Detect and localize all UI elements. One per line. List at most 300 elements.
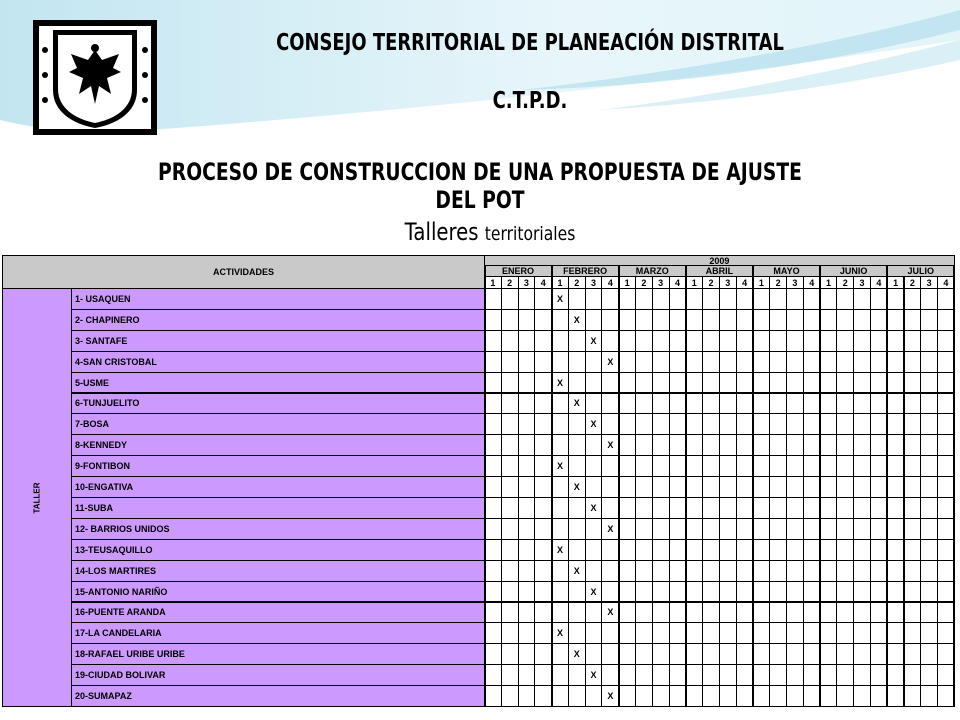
schedule-cell xyxy=(702,643,720,665)
schedule-cell xyxy=(501,664,519,686)
schedule-cell xyxy=(803,539,821,561)
schedule-cell xyxy=(534,434,552,456)
schedule-cell xyxy=(803,330,821,352)
schedule-cell xyxy=(870,351,888,373)
schedule-cell xyxy=(853,518,871,540)
schedule-cell xyxy=(702,413,720,435)
schedule-cell xyxy=(937,476,955,498)
schedule-cell xyxy=(904,476,922,498)
schedule-cell xyxy=(601,539,619,561)
schedule-cell xyxy=(685,393,703,415)
schedule-cell xyxy=(518,539,536,561)
schedule-cell xyxy=(937,455,955,477)
schedule-cell xyxy=(652,643,670,665)
week-header: 1 xyxy=(752,276,770,289)
schedule-cell xyxy=(484,288,502,310)
schedule-cell xyxy=(769,330,787,352)
schedule-cell xyxy=(853,330,871,352)
schedule-cell xyxy=(685,288,703,310)
schedule-cell xyxy=(870,581,888,603)
schedule-cell xyxy=(501,309,519,331)
schedule-cell xyxy=(484,685,502,707)
schedule-cell xyxy=(870,330,888,352)
schedule-cell xyxy=(853,539,871,561)
schedule-cell xyxy=(769,288,787,310)
schedule-mark: X xyxy=(568,393,586,415)
schedule-cell xyxy=(618,288,636,310)
schedule-mark: X xyxy=(601,602,619,624)
schedule-cell xyxy=(719,288,737,310)
schedule-cell xyxy=(568,288,586,310)
schedule-cell xyxy=(887,622,905,644)
schedule-cell xyxy=(534,685,552,707)
schedule-cell xyxy=(669,393,687,415)
activity-row-label: 7-BOSA xyxy=(71,413,485,435)
schedule-cell xyxy=(836,602,854,624)
schedule-cell xyxy=(887,539,905,561)
schedule-cell xyxy=(568,497,586,519)
schedule-cell xyxy=(669,330,687,352)
month-separator xyxy=(685,265,687,706)
schedule-cell xyxy=(601,581,619,603)
schedule-cell xyxy=(685,497,703,519)
schedule-cell xyxy=(518,643,536,665)
schedule-mark: X xyxy=(551,622,569,644)
schedule-cell xyxy=(904,581,922,603)
schedule-cell xyxy=(836,581,854,603)
schedule-cell xyxy=(585,393,603,415)
activity-row-label: 2- CHAPINERO xyxy=(71,309,485,331)
schedule-cell xyxy=(887,393,905,415)
schedule-cell xyxy=(484,518,502,540)
schedule-cell xyxy=(635,476,653,498)
schedule-cell xyxy=(568,685,586,707)
schedule-cell xyxy=(702,602,720,624)
schedule-cell xyxy=(752,602,770,624)
schedule-cell xyxy=(836,643,854,665)
schedule-cell xyxy=(568,664,586,686)
schedule-cell xyxy=(635,602,653,624)
schedule-cell xyxy=(534,351,552,373)
schedule-cell xyxy=(685,560,703,582)
schedule-cell xyxy=(652,351,670,373)
schedule-cell xyxy=(618,560,636,582)
schedule-cell xyxy=(652,560,670,582)
schedule-cell xyxy=(534,413,552,435)
month-header: ENERO xyxy=(484,265,552,277)
schedule-cell xyxy=(534,372,552,394)
schedule-cell xyxy=(652,581,670,603)
schedule-cell xyxy=(836,309,854,331)
schedule-cell xyxy=(551,602,569,624)
schedule-cell xyxy=(518,288,536,310)
schedule-cell xyxy=(803,581,821,603)
schedule-cell xyxy=(769,643,787,665)
schedule-cell xyxy=(786,393,804,415)
schedule-cell xyxy=(652,309,670,331)
schedule-cell xyxy=(652,288,670,310)
schedule-cell xyxy=(652,602,670,624)
schedule-cell xyxy=(702,393,720,415)
schedule-cell xyxy=(618,685,636,707)
schedule-cell xyxy=(685,643,703,665)
schedule-cell xyxy=(887,602,905,624)
schedule-cell xyxy=(803,351,821,373)
schedule-cell xyxy=(786,518,804,540)
week-header: 3 xyxy=(920,276,938,289)
schedule-cell xyxy=(585,560,603,582)
month-header: MAYO xyxy=(752,265,820,277)
schedule-cell xyxy=(635,518,653,540)
schedule-cell xyxy=(920,393,938,415)
schedule-cell xyxy=(601,476,619,498)
schedule-cell xyxy=(904,497,922,519)
schedule-cell xyxy=(669,351,687,373)
schedule-cell xyxy=(652,455,670,477)
schedule-mark: X xyxy=(585,330,603,352)
schedule-mark: X xyxy=(601,685,619,707)
schedule-cell xyxy=(836,664,854,686)
schedule-cell xyxy=(870,539,888,561)
schedule-mark: X xyxy=(601,351,619,373)
schedule-cell xyxy=(920,602,938,624)
schedule-cell xyxy=(736,393,754,415)
schedule-cell xyxy=(920,351,938,373)
schedule-cell xyxy=(937,685,955,707)
schedule-cell xyxy=(719,351,737,373)
schedule-cell xyxy=(836,539,854,561)
schedule-cell xyxy=(652,372,670,394)
schedule-mark: X xyxy=(568,560,586,582)
schedule-cell xyxy=(870,476,888,498)
schedule-cell xyxy=(518,602,536,624)
schedule-cell xyxy=(685,602,703,624)
schedule-cell xyxy=(719,413,737,435)
schedule-cell xyxy=(904,413,922,435)
schedule-cell xyxy=(736,497,754,519)
month-header: ABRIL xyxy=(685,265,753,277)
schedule-cell xyxy=(585,434,603,456)
schedule-cell xyxy=(803,643,821,665)
schedule-cell xyxy=(752,497,770,519)
schedule-cell xyxy=(736,643,754,665)
schedule-cell xyxy=(820,309,838,331)
schedule-cell xyxy=(702,664,720,686)
schedule-cell xyxy=(853,393,871,415)
schedule-cell xyxy=(518,497,536,519)
schedule-mark: X xyxy=(568,643,586,665)
schedule-cell xyxy=(669,664,687,686)
schedule-cell xyxy=(702,434,720,456)
week-header: 1 xyxy=(685,276,703,289)
schedule-cell xyxy=(551,685,569,707)
schedule-cell xyxy=(920,560,938,582)
schedule-cell xyxy=(786,309,804,331)
schedule-mark: X xyxy=(585,413,603,435)
schedule-cell xyxy=(534,330,552,352)
schedule-cell xyxy=(719,309,737,331)
schedule-cell xyxy=(820,664,838,686)
schedule-cell xyxy=(887,560,905,582)
schedule-cell xyxy=(534,309,552,331)
schedule-cell xyxy=(887,643,905,665)
schedule-cell xyxy=(820,351,838,373)
schedule-cell xyxy=(685,330,703,352)
schedule-cell xyxy=(568,455,586,477)
schedule-cell xyxy=(887,309,905,331)
schedule-cell xyxy=(669,539,687,561)
schedule-cell xyxy=(904,330,922,352)
schedule-cell xyxy=(568,372,586,394)
schedule-cell xyxy=(853,351,871,373)
schedule-cell xyxy=(752,372,770,394)
schedule-cell xyxy=(937,413,955,435)
schedule-cell xyxy=(836,518,854,540)
schedule-cell xyxy=(786,602,804,624)
schedule-cell xyxy=(568,413,586,435)
schedule-cell xyxy=(736,664,754,686)
schedule-cell xyxy=(484,372,502,394)
schedule-cell xyxy=(719,643,737,665)
schedule-cell xyxy=(601,622,619,644)
month-header: FEBRERO xyxy=(551,265,619,277)
schedule-mark: X xyxy=(551,539,569,561)
schedule-cell xyxy=(635,372,653,394)
schedule-cell xyxy=(501,497,519,519)
schedule-cell xyxy=(853,622,871,644)
schedule-cell xyxy=(601,330,619,352)
schedule-cell xyxy=(719,372,737,394)
schedule-cell xyxy=(601,413,619,435)
schedule-cell xyxy=(618,581,636,603)
schedule-cell xyxy=(786,434,804,456)
schedule-cell xyxy=(904,518,922,540)
schedule-cell xyxy=(786,560,804,582)
schedule-cell xyxy=(769,664,787,686)
schedule-mark: X xyxy=(551,455,569,477)
schedule-cell xyxy=(618,413,636,435)
schedule-cell xyxy=(736,351,754,373)
schedule-cell xyxy=(887,413,905,435)
schedule-cell xyxy=(618,330,636,352)
schedule-cell xyxy=(652,497,670,519)
month-separator xyxy=(819,265,821,706)
schedule-cell xyxy=(920,434,938,456)
schedule-cell xyxy=(702,622,720,644)
schedule-cell xyxy=(887,288,905,310)
schedule-cell xyxy=(803,476,821,498)
schedule-cell xyxy=(836,351,854,373)
schedule-cell xyxy=(836,434,854,456)
schedule-cell xyxy=(484,622,502,644)
schedule-cell xyxy=(669,372,687,394)
schedule-cell xyxy=(568,581,586,603)
schedule-cell xyxy=(887,476,905,498)
schedule-cell xyxy=(820,497,838,519)
schedule-cell xyxy=(752,539,770,561)
section-title xyxy=(326,218,654,246)
schedule-cell xyxy=(887,581,905,603)
schedule-cell xyxy=(870,288,888,310)
schedule-cell xyxy=(920,518,938,540)
month-header: JUNIO xyxy=(820,265,888,277)
schedule-cell xyxy=(736,518,754,540)
schedule-cell xyxy=(904,434,922,456)
schedule-cell xyxy=(601,455,619,477)
schedule-cell xyxy=(702,539,720,561)
schedule-cell xyxy=(937,664,955,686)
schedule-cell xyxy=(484,413,502,435)
schedule-cell xyxy=(635,455,653,477)
schedule-cell xyxy=(803,497,821,519)
schedule-cell xyxy=(719,518,737,540)
schedule-cell xyxy=(803,560,821,582)
schedule-cell xyxy=(501,330,519,352)
schedule-cell xyxy=(518,622,536,644)
schedule-cell xyxy=(702,497,720,519)
schedule-cell xyxy=(534,622,552,644)
schedule-cell xyxy=(920,685,938,707)
schedule-cell xyxy=(551,393,569,415)
schedule-cell xyxy=(937,581,955,603)
schedule-cell xyxy=(752,518,770,540)
schedule-cell xyxy=(904,539,922,561)
schedule-cell xyxy=(601,288,619,310)
schedule-cell xyxy=(820,393,838,415)
schedule-cell xyxy=(568,351,586,373)
schedule-cell xyxy=(786,455,804,477)
schedule-cell xyxy=(937,309,955,331)
schedule-cell xyxy=(803,685,821,707)
schedule-cell xyxy=(786,664,804,686)
activity-row-label: 5-USME xyxy=(71,372,485,394)
schedule-cell xyxy=(752,560,770,582)
schedule-cell xyxy=(568,602,586,624)
schedule-cell xyxy=(702,581,720,603)
schedule-cell xyxy=(585,351,603,373)
schedule-cell xyxy=(702,330,720,352)
schedule-cell xyxy=(568,330,586,352)
schedule-cell xyxy=(752,309,770,331)
schedule-cell xyxy=(568,434,586,456)
schedule-cell xyxy=(920,643,938,665)
activity-row-label: 9-FONTIBON xyxy=(71,455,485,477)
schedule-cell xyxy=(618,643,636,665)
schedule-cell xyxy=(719,622,737,644)
schedule-cell xyxy=(484,581,502,603)
schedule-cell xyxy=(752,643,770,665)
schedule-cell xyxy=(669,581,687,603)
schedule-cell xyxy=(618,309,636,331)
schedule-cell xyxy=(937,351,955,373)
activity-row-label: 13-TEUSAQUILLO xyxy=(71,539,485,561)
schedule-cell xyxy=(786,372,804,394)
schedule-cell xyxy=(501,476,519,498)
schedule-cell xyxy=(853,476,871,498)
schedule-cell xyxy=(736,622,754,644)
schedule-cell xyxy=(518,434,536,456)
week-header: 1 xyxy=(551,276,569,289)
schedule-cell xyxy=(601,664,619,686)
schedule-cell xyxy=(585,372,603,394)
week-header: 2 xyxy=(635,276,653,289)
schedule-cell xyxy=(551,518,569,540)
schedule-cell xyxy=(836,685,854,707)
schedule-cell xyxy=(719,560,737,582)
schedule-cell xyxy=(870,455,888,477)
schedule-cell xyxy=(937,434,955,456)
schedule-cell xyxy=(887,351,905,373)
schedule-cell xyxy=(904,351,922,373)
schedule-cell xyxy=(820,330,838,352)
schedule-cell xyxy=(736,602,754,624)
schedule-cell xyxy=(635,288,653,310)
schedule-cell xyxy=(635,581,653,603)
schedule-cell xyxy=(518,560,536,582)
schedule-cell xyxy=(836,476,854,498)
schedule-cell xyxy=(752,476,770,498)
activity-row-label: 6-TUNJUELITO xyxy=(71,393,485,415)
schedule-cell xyxy=(585,622,603,644)
schedule-cell xyxy=(887,518,905,540)
schedule-cell xyxy=(853,581,871,603)
schedule-cell xyxy=(736,476,754,498)
schedule-cell xyxy=(836,372,854,394)
schedule-cell xyxy=(752,288,770,310)
schedule-cell xyxy=(484,476,502,498)
schedule-cell xyxy=(920,581,938,603)
schedule-cell xyxy=(769,581,787,603)
schedule-cell xyxy=(501,434,519,456)
activity-row-label: 14-LOS MARTIRES xyxy=(71,560,485,582)
activity-row-label: 4-SAN CRISTOBAL xyxy=(71,351,485,373)
month-separator xyxy=(618,265,620,706)
schedule-cell xyxy=(685,351,703,373)
month-separator xyxy=(551,265,553,706)
schedule-cell xyxy=(685,372,703,394)
schedule-cell xyxy=(920,476,938,498)
month-separator xyxy=(886,265,888,706)
schedule-cell xyxy=(484,455,502,477)
schedule-cell xyxy=(501,288,519,310)
schedule-cell xyxy=(803,455,821,477)
schedule-cell xyxy=(887,434,905,456)
schedule-cell xyxy=(786,330,804,352)
schedule-cell xyxy=(904,455,922,477)
week-header: 3 xyxy=(786,276,804,289)
schedule-mark: X xyxy=(568,476,586,498)
schedule-cell xyxy=(702,476,720,498)
week-header: 3 xyxy=(652,276,670,289)
schedule-cell xyxy=(534,560,552,582)
schedule-cell xyxy=(803,309,821,331)
schedule-cell xyxy=(719,393,737,415)
schedule-cell xyxy=(518,330,536,352)
schedule-cell xyxy=(635,497,653,519)
schedule-cell xyxy=(820,455,838,477)
schedule-cell xyxy=(786,288,804,310)
schedule-cell xyxy=(518,455,536,477)
schedule-cell xyxy=(551,476,569,498)
schedule-cell xyxy=(853,309,871,331)
schedule-cell xyxy=(887,664,905,686)
schedule-mark: X xyxy=(551,288,569,310)
schedule-cell xyxy=(534,476,552,498)
schedule-cell xyxy=(568,518,586,540)
schedule-cell xyxy=(685,309,703,331)
schedule-cell xyxy=(736,288,754,310)
schedule-cell xyxy=(534,539,552,561)
